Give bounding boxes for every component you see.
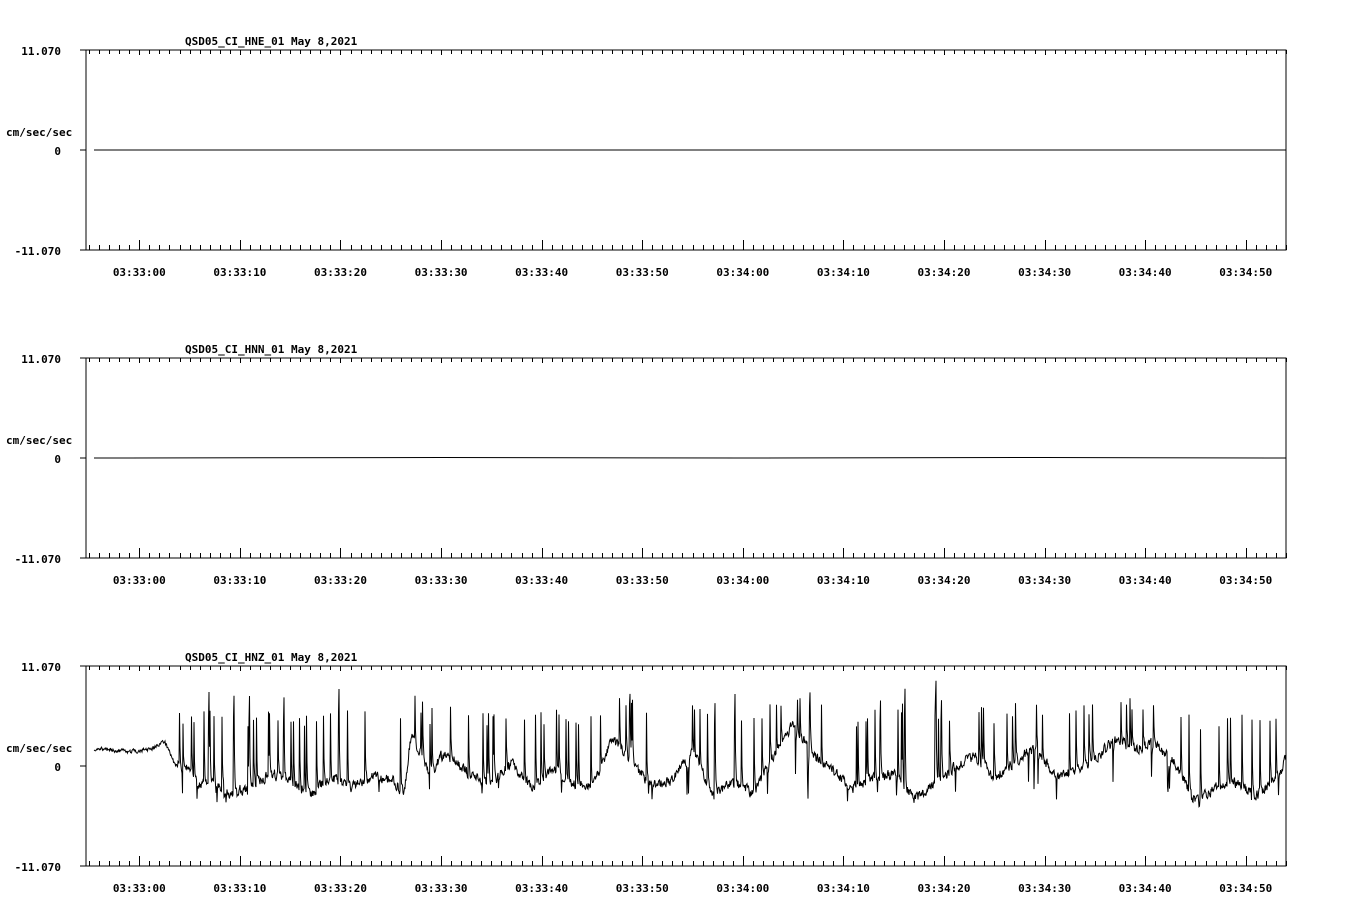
x-tick-label: 03:34:00 (716, 266, 770, 279)
y-axis-label: cm/sec/sec (6, 126, 73, 139)
x-tick-label: 03:33:40 (515, 574, 569, 587)
panel-hnz (6, 651, 1287, 895)
x-tick-label: 03:33:00 (112, 574, 166, 587)
x-tick-label: 03:34:40 (1118, 574, 1172, 587)
x-tick-label: 03:34:10 (816, 882, 870, 895)
x-tick-label: 03:34:50 (1219, 266, 1273, 279)
y-tick-bottom: -11.070 (14, 553, 61, 566)
x-tick-label: 03:34:20 (917, 574, 971, 587)
y-axis-label: cm/sec/sec (6, 434, 73, 447)
x-tick-label: 03:34:20 (917, 266, 971, 279)
trace-line (94, 681, 1286, 807)
x-tick-label: 03:33:40 (515, 266, 569, 279)
x-tick-label: 03:34:10 (816, 574, 870, 587)
x-tick-label: 03:34:40 (1118, 266, 1172, 279)
x-tick-label: 03:33:20 (313, 574, 367, 587)
x-tick-label: 03:34:30 (1018, 882, 1072, 895)
x-tick-label: 03:33:20 (313, 266, 367, 279)
x-tick-label: 03:33:10 (213, 574, 267, 587)
x-tick-label: 03:34:40 (1118, 882, 1172, 895)
panel-hne (6, 35, 1287, 279)
x-tick-label: 03:33:30 (414, 266, 468, 279)
x-tick-label: 03:33:50 (615, 574, 669, 587)
panel-hnn (6, 343, 1287, 587)
x-tick-label: 03:34:10 (816, 266, 870, 279)
panel-title: QSD05_CI_HNN_01 May 8,2021 (185, 343, 358, 356)
y-tick-zero: 0 (54, 761, 61, 774)
panel-title: QSD05_CI_HNE_01 May 8,2021 (185, 35, 358, 48)
x-tick-label: 03:33:30 (414, 882, 468, 895)
y-tick-top: 11.070 (21, 353, 61, 366)
x-tick-label: 03:34:30 (1018, 574, 1072, 587)
x-tick-label: 03:34:00 (716, 574, 770, 587)
y-tick-top: 11.070 (21, 45, 61, 58)
x-tick-label: 03:33:20 (313, 882, 367, 895)
x-tick-label: 03:34:50 (1219, 574, 1273, 587)
x-tick-label: 03:33:10 (213, 266, 267, 279)
x-tick-label: 03:33:50 (615, 266, 669, 279)
y-tick-top: 11.070 (21, 661, 61, 674)
x-tick-label: 03:34:20 (917, 882, 971, 895)
x-tick-label: 03:33:00 (112, 266, 166, 279)
y-tick-zero: 0 (54, 145, 61, 158)
x-tick-label: 03:33:40 (515, 882, 569, 895)
x-tick-label: 03:34:50 (1219, 882, 1273, 895)
y-tick-bottom: -11.070 (14, 861, 61, 874)
x-tick-label: 03:34:30 (1018, 266, 1072, 279)
x-tick-label: 03:33:10 (213, 882, 267, 895)
y-tick-zero: 0 (54, 453, 61, 466)
y-tick-bottom: -11.070 (14, 245, 61, 258)
trace-line (94, 458, 1286, 459)
y-axis-label: cm/sec/sec (6, 742, 73, 755)
x-tick-label: 03:33:50 (615, 882, 669, 895)
x-tick-label: 03:33:00 (112, 882, 166, 895)
panel-title: QSD05_CI_HNZ_01 May 8,2021 (185, 651, 358, 664)
x-tick-label: 03:34:00 (716, 882, 770, 895)
x-tick-label: 03:33:30 (414, 574, 468, 587)
